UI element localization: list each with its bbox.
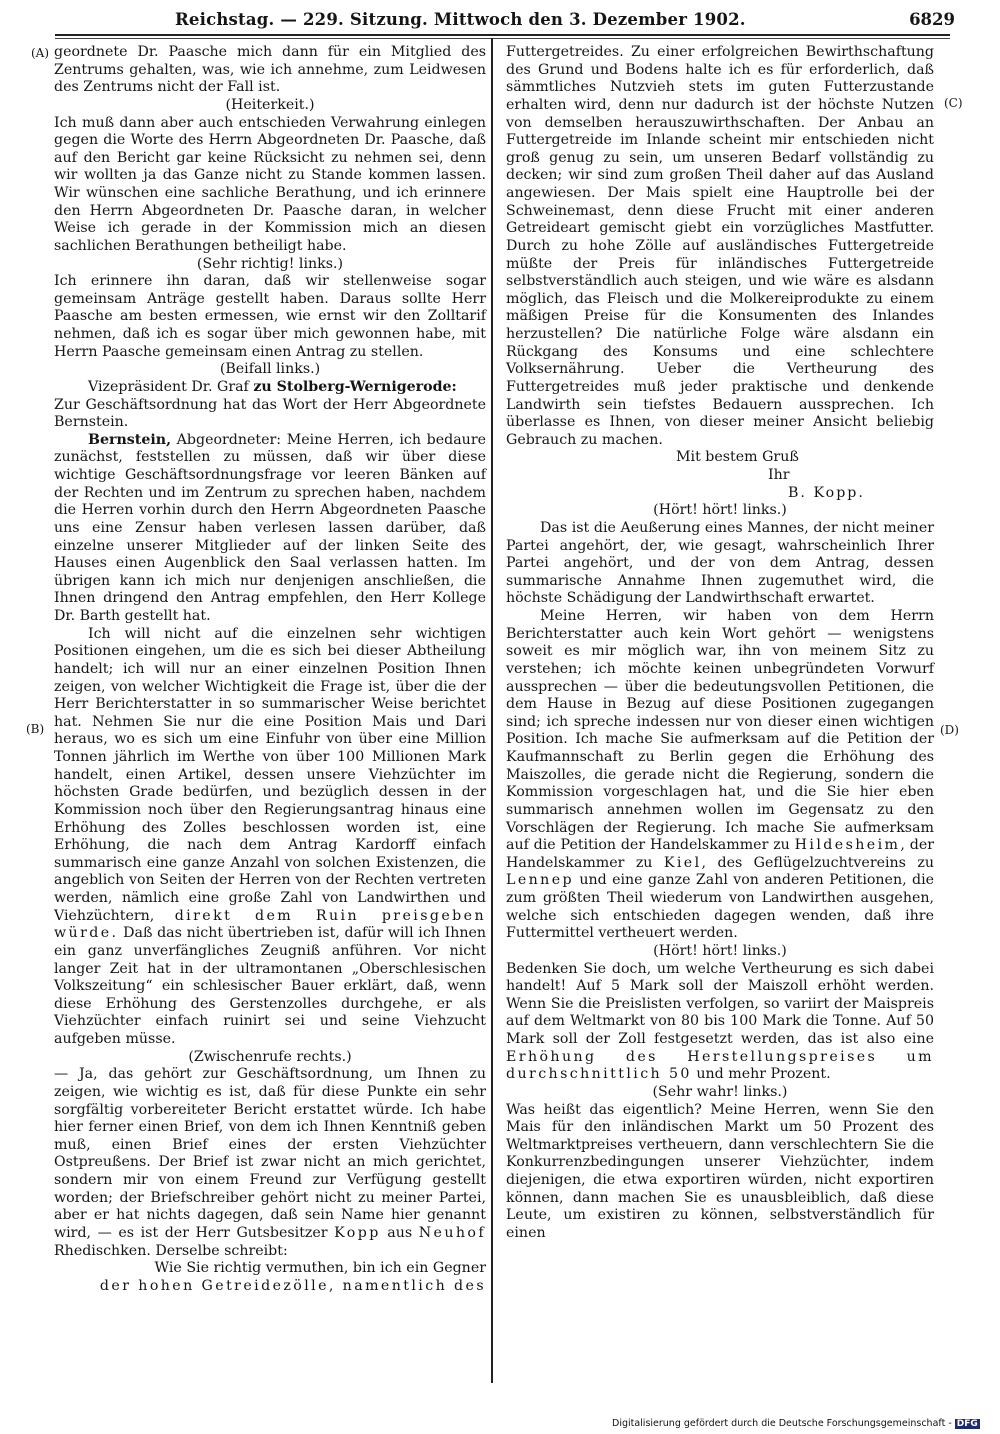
right-column [506, 44, 934, 1243]
margin-marker-a: (A) [31, 46, 50, 60]
interjection: (Zwischenrufe rechts.) [188, 1048, 352, 1065]
paragraph: Ich erinnere ihn daran, daß wir stellenweise sogar gemeinsam Anträge gestellt haben. Daraus sollte Herr Paasche am besten ermessen, wie ernst wir den Zolltarif nehmen, daß ich es sogar über mich gewonnen habe, mit Herrn Paasche gemeinsam einen Antrag zu stellen. [54, 273, 486, 360]
emphasis-text: direkt dem Ruin preisgeben würde. [54, 907, 486, 942]
column-divider [491, 38, 493, 1383]
interjection: (Hört! hört! links.) [653, 942, 787, 959]
interjection: (Sehr richtig! links.) [196, 255, 344, 272]
paragraph [54, 1066, 486, 1260]
emphasis-text: Kiel [663, 854, 702, 871]
speech-text: Ich will nicht auf die einzelnen sehr wichtigen Positionen eingehen, um die es sich bei dieser Abtheilung handelt; ich will nur an einer einzelnen Position Ihnen zeigen, von welcher Wichtigkeit die Frage ist, über die der Herr Berichterstatter in so summarischer Weise berichtet hat. Nehmen Sie nur die eine Position Mais und Dari heraus, wo es sich um eine Einfuhr von über eine Million Tonnen jährlich im Werthe von über 100 Millionen Mark handelt, einen Artikel, dessen unsere Viehzüchter im höchsten Grade bedürfen, und bezüglich dessen in der Kommission noch über den Regierungsantrag hinaus eine Erhöhung des Zolles beschlossen worden ist, eine Erhöhung, die nach dem Antrag Kardorff einfach summarisch eine ganze Anzahl von solchen Existenzen, die angeblich von Seiten der Herren von der Rechten vertreten werden, nämlich eine große Zahl von Landwirthen und Viehzüchtern, [54, 625, 486, 924]
emphasis-text: Hildesheim [794, 837, 901, 854]
interjection: (Heiterkeit.) [225, 96, 315, 113]
speech-text: und eine ganze Zahl von anderen Petitionen, die zum größten Theil wiederum von Landwirthen ausgehen, welche sich entschieden dagegen wenden, daß ihre Futtermittel vertheuert werden. [506, 872, 934, 942]
speech-text: — Ja, das gehört zur Geschäftsordnung, um Ihnen zu zeigen, wie wichtig es ist, daß für diese Punkte ein sehr sorgfältig vorbereiteter Bericht erstattet würde. Ich habe hier ferner einen Brief, von dem ich Ihnen Kenntniß geben muß, einen Brief eines der ersten Viehzüchter Ostpreußens. Der Brief ist zwar nicht an mich gerichtet, sondern mir von einem Freund zur Verfügung gestellt worden; der Briefschreiber gehört nicht zu meiner Partei, aber er hat nichts dagegen, daß sein Name hier genannt wird, — es ist der Herr Gutsbesitzer [54, 1066, 486, 1241]
paragraph [506, 608, 934, 943]
margin-marker-b: (B) [26, 722, 45, 736]
speaker-name: zu Stolberg-Wernigerode: [253, 378, 457, 395]
emphasis-text: Lennep [506, 872, 574, 889]
paragraph [54, 626, 486, 1049]
page-header [55, 8, 975, 34]
paragraph [506, 961, 934, 1084]
letter-closing: Ihr [768, 467, 790, 483]
margin-marker-c: (C) [944, 96, 963, 110]
interjection: (Hört! hört! links.) [653, 502, 787, 519]
emphasis-text: Erhöhung des Herstellungspreises um durchschnittlich 50 [506, 1048, 934, 1083]
interjection: (Beifall links.) [219, 361, 321, 378]
margin-marker-d: (D) [940, 723, 959, 737]
letter-closing: Mit bestem Gruß [676, 449, 799, 466]
speech-text: aus [380, 1224, 419, 1241]
paragraph: Das ist die Aeußerung eines Mannes, der nicht meiner Partei angehört, der, wie gesagt, wahrscheinlich Ihrer Partei angehört, und der von dem Antrag, dessen summarische Annahme Ihnen zugemuthet wird, die höchste Schädigung der Landwirthschaft erwartet. [506, 519, 934, 607]
left-column [54, 44, 486, 1295]
footer-text: Digitalisierung gefördert durch die Deutsche Forschungsgemeinschaft - [612, 1418, 952, 1429]
paragraph: Zur Geschäftsordnung hat das Wort der Herr Abgeordnete Bernstein. [54, 396, 486, 431]
speech-text: Abgeordneter: Meine Herren, ich bedaure zunächst, feststellen zu müssen, daß wir über diese wichtige Geschäftsordnungsfrage vor leeren Bänken auf der Rechten und im Zentrum zu sprechen haben, nachdem die Herren vorhin durch den Herrn Abgeordneten Paasche uns eine Zensur haben verlesen lassen darüber, daß einzelne unserer Mitglieder auf der linken Seite des Hauses einen Augenblick den Saal verlassen hatten. Im übrigen kann ich mich nur denjenigen anschließen, die Ihnen dringend den Antrag empfehlen, den Herr Kollege Dr. Barth gestellt hat. [54, 431, 486, 624]
letter-signature: B. Kopp. [788, 484, 865, 501]
paragraph: Ich muß dann aber auch entschieden Verwahrung einlegen gegen die Worte des Herrn Abgeordneten Dr. Paasche, daß auf den Bericht gar keine Rücksicht zu nehmen sei, denn wir wollten ja das Ganze nicht zu Stande kommen lassen. Wir wünschen eine sachliche Berathung, und ich erinnere den Herrn Abgeordneten Dr. Paasche daran, in welcher Weise ich gerade in der Kommission mich an diesen sachlichen Berathungen betheiligt habe. [54, 114, 486, 254]
emphasis-text: Neuhof [418, 1224, 486, 1241]
letter-line: Wie Sie richtig vermuthen, bin ich ein Gegner [154, 1260, 486, 1277]
dfg-logo: DFG [956, 1419, 978, 1429]
running-title: Reichstag. — 229. Sitzung. Mittwoch den 3. Dezember 1902. [175, 10, 746, 29]
speaker-title: Vizepräsident Dr. Graf [88, 378, 254, 395]
speaker-line [54, 379, 486, 397]
paragraph [54, 432, 486, 626]
letter-line: der hohen Getreidezölle, namentlich des [99, 1277, 486, 1294]
speech-text: , der Handelskammer zu [506, 837, 935, 871]
speech-text: Daß das nicht übertrieben ist, dafür will ich Ihnen ein ganz unverfängliches Zeugniß anführen. Vor nicht langer Zeit hat in der ultramontanen „Oberschlesischen Volkszeitung“ ein schlesischer Bauer erklärt, daß, wenn diese Erhöhung des Gerstenzolles durchgehe, er als Viehzüchter einfach ruinirt sei und seine Viehzucht aufgeben müsse. [54, 925, 486, 1047]
speech-text: Meine Herren, wir haben von dem Herrn Berichterstatter auch kein Wort gehört — wenigstens soweit es mir möglich war, ihn von meinem Sitz zu verstehen; ich möchte keinen unbegründeten Vorwurf aussprechen — über die bedeutungsvollen Petitionen, die dem Hause in Bezug auf diese Positionen zugegangen sind; ich spreche indessen nur von dieser einen wichtigen Position. Ich mache Sie aufmerksam auf die Petition der Kaufmannschaft zu Berlin gegen die Erhöhung des Maiszolles, die gerade nicht die Regierung, sondern die Kommission vorgeschlagen hat, und die Sie hier eben summarisch annehmen wollen im Gegensatz zu den Vorschlägen der Regierung. Ich mache Sie aufmerksam auf die Petition der Handelskammer zu [506, 608, 934, 854]
page-number: 6829 [909, 10, 955, 29]
paragraph: Was heißt das eigentlich? Meine Herren, wenn Sie den Mais für den inländischen Markt um 50 Prozent des Weltmarktpreises vertheuern, dann verschlechtern Sie die Konkurrenzbedingungen unserer Viehzüchter, indem diejenigen, die etwa exportiren würden, nicht exportiren können, dann machen Sie es unausbleiblich, daß diese Leute, um existiren zu können, selbstverständlich für einen [506, 1101, 934, 1241]
speech-text: , des Geflügelzuchtvereins zu [701, 854, 934, 871]
speech-text: Bedenken Sie doch, um welche Vertheurung es sich dabei handelt! Auf 5 Mark soll der Maiszoll erhöht werden. Wenn Sie die Preislisten verfolgen, so variirt der Maispreis auf dem Weltmarkt von 80 bis 100 Mark die Tonne. Auf 50 Mark soll der Zoll festgesetzt werden, das ist also eine [506, 960, 934, 1047]
speech-text: Rhedischken. Derselbe schreibt: [54, 1242, 288, 1259]
letter-body: Futtergetreides. Zu einer erfolgreichen Bewirthschaftung des Grund und Bodens halte ich es für erforderlich, daß sämmtliches Nutzvieh stets im guten Futterzustande erhalten wird, denn nur dadurch ist der höchste Nutzen von demselben herauszuwirthschaften. Der Anbau an Futtergetreide im Inlande scheint mir entschieden nicht groß genug zu sein, um unseren Bedarf vollständig zu decken; wir sind zum großen Theil daher auf das Ausland angewiesen. Der Mais spielt eine Hauptrolle bei der Schweinemast, denn diese Frucht mit einer anderen Getreideart gemischt giebt ein vorzügliches Mastfutter. Durch zu hohe Zölle auf ausländisches Futtergetreide müßte der Preis für inländisches Futtergetreide selbstverständlich auch steigen, und wie wäre es alsdann möglich, das Fleisch und die Molkereiprodukte zu einem mäßigen Preise für die Konsumenten des Inlandes herzustellen? Die natürliche Folge wäre alsdann ein Rückgang des Konsums und eine schlechtere Volksernährung. Ueber die Vertheurung des Futtergetreides muß jeder praktische und denkende Landwirth sein tiefstes Bedauern aussprechen. Ich überlasse es Ihnen, von dieser meiner Ansicht beliebig Gebrauch zu machen. [506, 44, 934, 448]
speaker-name: Bernstein, [88, 431, 172, 448]
speech-text: und mehr Prozent. [691, 1066, 831, 1083]
header-rule [55, 34, 950, 39]
paragraph: geordnete Dr. Paasche mich dann für ein Mitglied des Zentrums gehalten, was, wie ich annehme, zum Leidwesen des Zentrums nicht der Fall ist. [54, 44, 486, 96]
emphasis-text: Kopp [334, 1224, 381, 1241]
interjection: (Sehr wahr! links.) [652, 1083, 788, 1100]
footer-credit [612, 1418, 980, 1429]
